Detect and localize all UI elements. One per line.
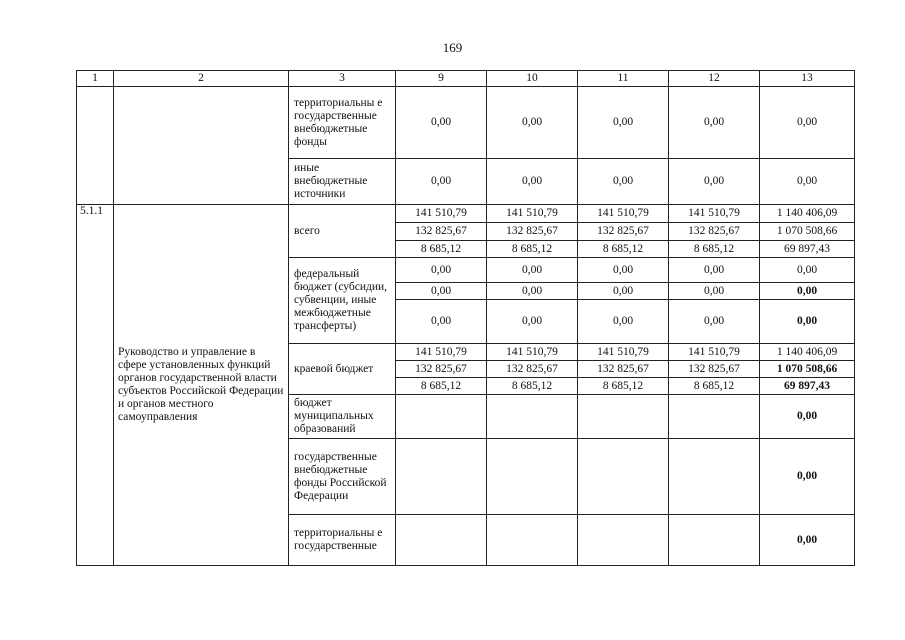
column-header: 13 (760, 71, 855, 87)
value-cell: 141 510,79 (487, 344, 578, 361)
value-cell: 0,00 (487, 300, 578, 344)
value-cell: 8 685,12 (578, 378, 669, 395)
value-cell: 132 825,67 (396, 223, 487, 241)
funding-source-label: федеральный бюджет (субсидии, субвенции, иные межбюджетные трансферты) (289, 258, 396, 344)
value-cell: 132 825,67 (487, 361, 578, 378)
value-cell: 1 140 406,09 (760, 344, 855, 361)
empty-cell (578, 515, 669, 566)
value-cell: 0,00 (669, 283, 760, 300)
value-cell: 0,00 (760, 87, 855, 159)
value-cell: 8 685,12 (487, 378, 578, 395)
value-cell: 0,00 (396, 258, 487, 283)
value-cell: 132 825,67 (669, 361, 760, 378)
value-cell: 0,00 (578, 87, 669, 159)
column-header: 10 (487, 71, 578, 87)
empty-cell (487, 515, 578, 566)
value-cell: 0,00 (396, 283, 487, 300)
column-header: 1 (77, 71, 114, 87)
value-cell: 132 825,67 (578, 223, 669, 241)
value-cell: 0,00 (578, 258, 669, 283)
column-header: 11 (578, 71, 669, 87)
column-header: 2 (114, 71, 289, 87)
value-cell: 0,00 (669, 258, 760, 283)
funding-source-label: бюджет муниципальных образований (289, 395, 396, 439)
value-cell: 0,00 (487, 87, 578, 159)
empty-cell (487, 395, 578, 439)
empty-name-cell (114, 87, 289, 205)
value-cell: 0,00 (487, 283, 578, 300)
value-cell: 1 140 406,09 (760, 205, 855, 223)
page-number: 169 (442, 40, 463, 55)
value-cell: 1 070 508,66 (760, 361, 855, 378)
value-cell: 141 510,79 (578, 205, 669, 223)
value-cell: 141 510,79 (578, 344, 669, 361)
empty-cell (578, 395, 669, 439)
table-row (77, 205, 855, 223)
value-cell: 8 685,12 (669, 241, 760, 258)
value-cell: 0,00 (487, 258, 578, 283)
empty-cell (669, 515, 760, 566)
value-cell: 132 825,67 (396, 361, 487, 378)
funding-source-label: краевой бюджет (289, 344, 396, 395)
budget-table (76, 70, 855, 566)
value-cell: 8 685,12 (578, 241, 669, 258)
funding-source-label: территориальны е государственные (289, 515, 396, 566)
funding-source-label: территориальны е государственные внебюджетные фонды (289, 87, 396, 159)
item-name: Руководство и управление в сфере установленных функций органов государственной власти субъектов Российской Федерации и органов местного самоуправления (114, 205, 289, 566)
empty-cell (578, 439, 669, 515)
value-cell: 0,00 (396, 159, 487, 205)
value-cell: 0,00 (396, 300, 487, 344)
value-cell: 141 510,79 (396, 205, 487, 223)
empty-cell (396, 395, 487, 439)
value-cell: 0,00 (760, 395, 855, 439)
value-cell: 141 510,79 (669, 344, 760, 361)
column-header: 12 (669, 71, 760, 87)
value-cell: 132 825,67 (487, 223, 578, 241)
value-cell: 141 510,79 (487, 205, 578, 223)
value-cell: 132 825,67 (578, 361, 669, 378)
value-cell: 8 685,12 (396, 378, 487, 395)
value-cell: 0,00 (578, 159, 669, 205)
value-cell: 0,00 (760, 258, 855, 283)
funding-source-label: государственные внебюджетные фонды Российской Федерации (289, 439, 396, 515)
value-cell: 8 685,12 (487, 241, 578, 258)
value-cell: 0,00 (669, 87, 760, 159)
value-cell: 0,00 (760, 439, 855, 515)
value-cell: 0,00 (760, 300, 855, 344)
empty-cell (669, 395, 760, 439)
table-row (77, 87, 855, 159)
item-code: 5.1.1 (77, 205, 114, 566)
value-cell: 0,00 (760, 515, 855, 566)
value-cell: 0,00 (669, 159, 760, 205)
empty-cell (396, 515, 487, 566)
value-cell: 1 070 508,66 (760, 223, 855, 241)
value-cell: 0,00 (578, 300, 669, 344)
empty-code-cell (77, 87, 114, 205)
value-cell: 132 825,67 (669, 223, 760, 241)
value-cell: 0,00 (578, 283, 669, 300)
value-cell: 8 685,12 (669, 378, 760, 395)
empty-cell (669, 439, 760, 515)
value-cell: 69 897,43 (760, 241, 855, 258)
value-cell: 141 510,79 (669, 205, 760, 223)
value-cell: 0,00 (669, 300, 760, 344)
column-header: 3 (289, 71, 396, 87)
column-number-row (77, 71, 855, 87)
column-header: 9 (396, 71, 487, 87)
value-cell: 0,00 (487, 159, 578, 205)
funding-source-label: иные внебюджетные источники (289, 159, 396, 205)
value-cell: 8 685,12 (396, 241, 487, 258)
value-cell: 0,00 (760, 283, 855, 300)
value-cell: 0,00 (760, 159, 855, 205)
empty-cell (487, 439, 578, 515)
value-cell: 0,00 (396, 87, 487, 159)
value-cell: 69 897,43 (760, 378, 855, 395)
funding-source-label: всего (289, 205, 396, 258)
empty-cell (396, 439, 487, 515)
value-cell: 141 510,79 (396, 344, 487, 361)
